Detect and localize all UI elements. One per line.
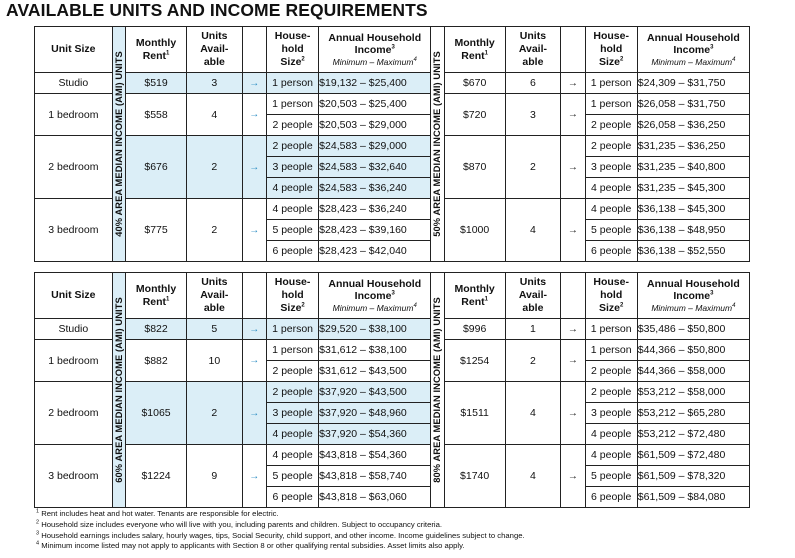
right-units-available-header [505, 273, 561, 319]
left-income-range-cell: $31,612 – $38,100 [319, 340, 431, 361]
left-household-size-cell: 1 person [267, 73, 319, 94]
right-rent-cell: $870 [444, 136, 505, 199]
header-text: Income [354, 290, 392, 303]
arrow-right-icon: → [567, 355, 578, 366]
right-household-size-cell: 1 person [585, 319, 637, 340]
left-rent-cell: $882 [126, 340, 187, 382]
arrow-right-icon [242, 319, 266, 340]
left-household-size-cell: 2 people [267, 382, 319, 403]
left-household-size-cell: 1 person [267, 94, 319, 115]
income-table-block-2 [34, 272, 750, 508]
right-income-range-cell: $61,509 – $84,080 [637, 487, 749, 508]
arrow-column-header [242, 27, 266, 73]
header-text: Size [599, 55, 621, 68]
arrow-column-header [242, 273, 266, 319]
right-household-size-cell: 4 people [585, 199, 637, 220]
right-income-range-cell: $53,212 – $65,280 [637, 403, 749, 424]
arrow-right-icon [242, 73, 266, 94]
right-rent-cell: $1740 [444, 445, 505, 508]
left-annual-income-header: Annual Household Income$^3$ Minimum – Maximum$^4$ [319, 27, 431, 73]
left-income-range-cell: $28,423 – $42,040 [319, 241, 431, 262]
left-rent-cell: $775 [126, 199, 187, 262]
header-text: Rent [461, 295, 485, 308]
left-available-cell: 2 [187, 199, 243, 262]
arrow-right-icon [561, 136, 585, 199]
right-available-cell: 4 [505, 199, 561, 262]
left-income-range-cell: $29,520 – $38,100 [319, 319, 431, 340]
footnote: $^4$ Minimum income listed may not apply to applicants with Section 8 or other qualifying rental subsidies. Asset limits also apply. [36, 540, 465, 551]
unit-size-cell: 3 bedroom [35, 445, 113, 508]
header-text: hold [600, 43, 623, 56]
right-household-size-cell: 5 people [585, 220, 637, 241]
right-ami-label [431, 27, 444, 262]
footnote: $^1$ Rent includes heat and hot water. Tenants are responsible for electric. [36, 508, 279, 518]
arrow-right-icon [561, 319, 585, 340]
left-units-available-header [187, 27, 243, 73]
header-text: Size [599, 301, 621, 314]
footnotes [36, 509, 525, 552]
left-income-range-cell: $37,920 – $43,500 [319, 382, 431, 403]
header-text: House- [593, 276, 629, 289]
right-available-cell: 4 [505, 445, 561, 508]
arrow-right-icon: → [249, 109, 260, 120]
header-text: able [522, 55, 544, 68]
right-rent-cell: $1511 [444, 382, 505, 445]
left-income-range-cell: $43,818 – $54,360 [319, 445, 431, 466]
left-annual-income-header: Annual Household Income$^3$ Minimum – Maximum$^4$ [319, 273, 431, 319]
left-income-range-cell: $24,583 – $36,240 [319, 178, 431, 199]
left-income-range-cell: $43,818 – $63,060 [319, 487, 431, 508]
left-rent-cell: $519 [126, 73, 187, 94]
right-available-cell: 3 [505, 94, 561, 136]
header-text: Avail- [518, 289, 548, 302]
right-available-cell: 2 [505, 136, 561, 199]
right-household-size-cell: 6 people [585, 241, 637, 262]
header-text: Annual Household [647, 31, 740, 44]
right-income-range-cell: $26,058 – $36,250 [637, 115, 749, 136]
right-rent-cell: $670 [444, 73, 505, 94]
arrow-right-icon: → [567, 109, 578, 120]
left-household-size-cell: 1 person [267, 340, 319, 361]
left-household-size-cell: 2 people [267, 361, 319, 382]
header-text: Minimum – Maximum [651, 57, 733, 68]
left-available-cell: 2 [187, 382, 243, 445]
left-household-size-cell: 4 people [267, 199, 319, 220]
arrow-column-header [561, 27, 585, 73]
table-header-row [35, 27, 750, 73]
right-income-range-cell: $44,366 – $58,000 [637, 361, 749, 382]
arrow-right-icon: → [567, 77, 578, 89]
right-income-range-cell: $31,235 – $40,800 [637, 157, 749, 178]
right-rent-cell: $1000 [444, 199, 505, 262]
right-household-size-cell: 2 people [585, 361, 637, 382]
table-row [35, 340, 750, 361]
header-text: able [203, 55, 225, 68]
header-text: Rent [142, 295, 167, 308]
arrow-right-icon [561, 94, 585, 136]
arrow-right-icon: → [249, 407, 260, 419]
header-text: Rent [461, 49, 485, 62]
header-text: Size [280, 55, 302, 68]
header-text: Monthly [135, 36, 177, 49]
table-row [35, 73, 750, 94]
left-household-size-cell: 5 people [267, 466, 319, 487]
header-text: Rent [142, 49, 167, 62]
right-household-size-cell: 2 people [585, 115, 637, 136]
left-rent-cell: $558 [126, 94, 187, 136]
left-household-size-cell: 4 people [267, 424, 319, 445]
header-text: hold [600, 289, 623, 302]
header-text: Minimum – Maximum [651, 303, 733, 314]
left-income-range-cell: $28,423 – $39,160 [319, 220, 431, 241]
left-rent-cell: $1065 [126, 382, 187, 445]
ami-label-text: 40% AREA MEDIAN INCOME (AMI) UNITS [113, 51, 124, 237]
income-table [34, 272, 750, 508]
right-available-cell: 1 [505, 319, 561, 340]
table-row [35, 136, 750, 157]
left-household-size-cell: 2 people [267, 136, 319, 157]
header-text: Annual Household [328, 277, 422, 290]
unit-size-header: Unit Size [35, 273, 113, 319]
left-income-range-cell: $37,920 – $48,960 [319, 403, 431, 424]
right-monthly-rent-header: Monthly Rent$^1$ [444, 273, 505, 319]
table-header-row [35, 273, 750, 319]
right-income-range-cell: $53,212 – $72,480 [637, 424, 749, 445]
unit-size-cell: 2 bedroom [35, 382, 113, 445]
arrow-right-icon: → [567, 470, 578, 482]
left-income-range-cell: $24,583 – $29,000 [319, 136, 431, 157]
left-income-range-cell: $43,818 – $58,740 [319, 466, 431, 487]
arrow-right-icon [242, 136, 266, 199]
left-ami-label [112, 273, 125, 508]
unit-size-cell: 1 bedroom [35, 94, 113, 136]
left-income-range-cell: $20,503 – $29,000 [319, 115, 431, 136]
header-text: Annual Household [647, 277, 740, 290]
right-household-size-cell: 1 person [585, 73, 637, 94]
right-household-size-cell: 1 person [585, 94, 637, 115]
left-household-size-cell: 6 people [267, 487, 319, 508]
left-income-range-cell: $28,423 – $36,240 [319, 199, 431, 220]
right-household-size-header: House- hold Size$^2$ [585, 273, 637, 319]
left-income-range-cell: $31,612 – $43,500 [319, 361, 431, 382]
arrow-right-icon [561, 73, 585, 94]
left-household-size-cell: 4 people [267, 178, 319, 199]
header-text: able [522, 301, 544, 314]
left-available-cell: 5 [187, 319, 243, 340]
left-units-available-header [187, 273, 243, 319]
header-text: House- [274, 276, 311, 289]
arrow-right-icon [242, 382, 266, 445]
left-household-size-cell: 2 people [267, 115, 319, 136]
left-available-cell: 2 [187, 136, 243, 199]
header-text: Monthly [454, 282, 495, 295]
table-row [35, 382, 750, 403]
arrow-right-icon: → [567, 407, 578, 419]
income-table [34, 26, 750, 262]
right-ami-label [431, 273, 444, 508]
right-household-size-cell: 3 people [585, 157, 637, 178]
page-title: AVAILABLE UNITS AND INCOME REQUIREMENTS [6, 0, 428, 20]
header-text: Avail- [200, 43, 229, 56]
left-available-cell: 10 [187, 340, 243, 382]
table-row [35, 94, 750, 115]
arrow-right-icon [561, 382, 585, 445]
arrow-column-header [561, 273, 585, 319]
arrow-right-icon: → [249, 355, 260, 366]
header-text: House- [274, 30, 311, 43]
right-household-size-cell: 2 people [585, 136, 637, 157]
header-text: able [203, 301, 225, 314]
right-income-range-cell: $61,509 – $72,480 [637, 445, 749, 466]
arrow-right-icon [561, 340, 585, 382]
right-household-size-cell: 4 people [585, 445, 637, 466]
left-rent-cell: $1224 [126, 445, 187, 508]
arrow-right-icon [242, 94, 266, 136]
arrow-right-icon: → [249, 470, 260, 482]
header-text: Size [280, 301, 302, 314]
right-annual-income-header: Annual Household Income$^3$ Minimum – Maximum$^4$ [637, 273, 749, 319]
header-text: Annual Household [328, 31, 422, 44]
left-household-size-cell: 3 people [267, 157, 319, 178]
arrow-right-icon: → [567, 323, 578, 335]
header-text: hold [281, 289, 304, 302]
footnote: $^3$ Household earnings includes salary, hourly wages, tips, Social Security, child support, and other income. Income guidelines subject to change. [36, 530, 525, 540]
footnote: $^2$ Household size includes everyone who will live with you, including parents and children. Subject to occupancy criteria. [36, 519, 443, 529]
header-text: Avail- [518, 43, 548, 56]
unit-size-cell: 2 bedroom [35, 136, 113, 199]
ami-label-text: 60% AREA MEDIAN INCOME (AMI) UNITS [113, 297, 124, 483]
header-text: Monthly [135, 282, 177, 295]
right-income-range-cell: $31,235 – $36,250 [637, 136, 749, 157]
header-text: Minimum – Maximum [332, 57, 414, 68]
left-available-cell: 3 [187, 73, 243, 94]
right-available-cell: 6 [505, 73, 561, 94]
right-monthly-rent-header: Monthly Rent$^1$ [444, 27, 505, 73]
left-household-size-cell: 4 people [267, 445, 319, 466]
arrow-right-icon [242, 340, 266, 382]
arrow-right-icon: → [249, 224, 260, 236]
left-rent-cell: $822 [126, 319, 187, 340]
unit-size-cell: 3 bedroom [35, 199, 113, 262]
right-income-range-cell: $36,138 – $52,550 [637, 241, 749, 262]
right-available-cell: 2 [505, 340, 561, 382]
right-income-range-cell: $61,509 – $78,320 [637, 466, 749, 487]
header-text: Units [201, 276, 228, 289]
arrow-right-icon [242, 445, 266, 508]
header-text: Monthly [454, 36, 495, 49]
left-household-size-header: House- hold Size$^2$ [267, 27, 319, 73]
ami-label-text: 80% AREA MEDIAN INCOME (AMI) UNITS [432, 297, 443, 483]
right-household-size-header: House- hold Size$^2$ [585, 27, 637, 73]
right-rent-cell: $996 [444, 319, 505, 340]
left-income-range-cell: $19,132 – $25,400 [319, 73, 431, 94]
right-income-range-cell: $31,235 – $45,300 [637, 178, 749, 199]
header-text: hold [281, 43, 304, 56]
right-available-cell: 4 [505, 382, 561, 445]
left-household-size-cell: 5 people [267, 220, 319, 241]
unit-size-cell: Studio [35, 319, 113, 340]
right-household-size-cell: 5 people [585, 466, 637, 487]
header-text: Income [354, 44, 392, 57]
arrow-right-icon: → [249, 161, 260, 173]
right-rent-cell: $720 [444, 94, 505, 136]
right-income-range-cell: $36,138 – $48,950 [637, 220, 749, 241]
arrow-right-icon: → [249, 323, 260, 335]
left-available-cell: 4 [187, 94, 243, 136]
right-income-range-cell: $35,486 – $50,800 [637, 319, 749, 340]
right-annual-income-header: Annual Household Income$^3$ Minimum – Maximum$^4$ [637, 27, 749, 73]
left-household-size-cell: 6 people [267, 241, 319, 262]
header-text: Units [519, 276, 547, 289]
right-income-range-cell: $24,309 – $31,750 [637, 73, 749, 94]
table-row [35, 319, 750, 340]
header-text: Units [201, 30, 228, 43]
arrow-right-icon [242, 199, 266, 262]
right-income-range-cell: $44,366 – $50,800 [637, 340, 749, 361]
header-text: Units [519, 30, 547, 43]
header-text: Avail- [200, 289, 229, 302]
left-available-cell: 9 [187, 445, 243, 508]
unit-size-cell: 1 bedroom [35, 340, 113, 382]
right-household-size-cell: 4 people [585, 178, 637, 199]
header-text: Income [673, 290, 711, 303]
arrow-right-icon [561, 199, 585, 262]
left-monthly-rent-header: Monthly Rent$^1$ [126, 273, 187, 319]
unit-size-cell: Studio [35, 73, 113, 94]
left-income-range-cell: $37,920 – $54,360 [319, 424, 431, 445]
ami-label-text: 50% AREA MEDIAN INCOME (AMI) UNITS [432, 51, 443, 237]
header-text: Income [673, 44, 711, 57]
header-text: House- [593, 30, 629, 43]
right-rent-cell: $1254 [444, 340, 505, 382]
right-household-size-cell: 1 person [585, 340, 637, 361]
left-rent-cell: $676 [126, 136, 187, 199]
unit-size-header: Unit Size [35, 27, 113, 73]
left-ami-label [112, 27, 125, 262]
arrow-right-icon [561, 445, 585, 508]
header-text: Minimum – Maximum [332, 303, 414, 314]
right-household-size-cell: 3 people [585, 403, 637, 424]
arrow-right-icon: → [249, 77, 260, 89]
left-household-size-header: House- hold Size$^2$ [267, 273, 319, 319]
right-household-size-cell: 6 people [585, 487, 637, 508]
right-income-range-cell: $26,058 – $31,750 [637, 94, 749, 115]
left-household-size-cell: 3 people [267, 403, 319, 424]
arrow-right-icon: → [567, 224, 578, 236]
right-household-size-cell: 4 people [585, 424, 637, 445]
right-household-size-cell: 2 people [585, 382, 637, 403]
left-household-size-cell: 1 person [267, 319, 319, 340]
table-row [35, 199, 750, 220]
left-income-range-cell: $20,503 – $25,400 [319, 94, 431, 115]
right-units-available-header [505, 27, 561, 73]
right-income-range-cell: $36,138 – $45,300 [637, 199, 749, 220]
right-income-range-cell: $53,212 – $58,000 [637, 382, 749, 403]
arrow-right-icon: → [567, 161, 578, 173]
left-income-range-cell: $24,583 – $32,640 [319, 157, 431, 178]
income-table-block-1 [34, 26, 750, 262]
table-row [35, 445, 750, 466]
left-monthly-rent-header: Monthly Rent$^1$ [126, 27, 187, 73]
